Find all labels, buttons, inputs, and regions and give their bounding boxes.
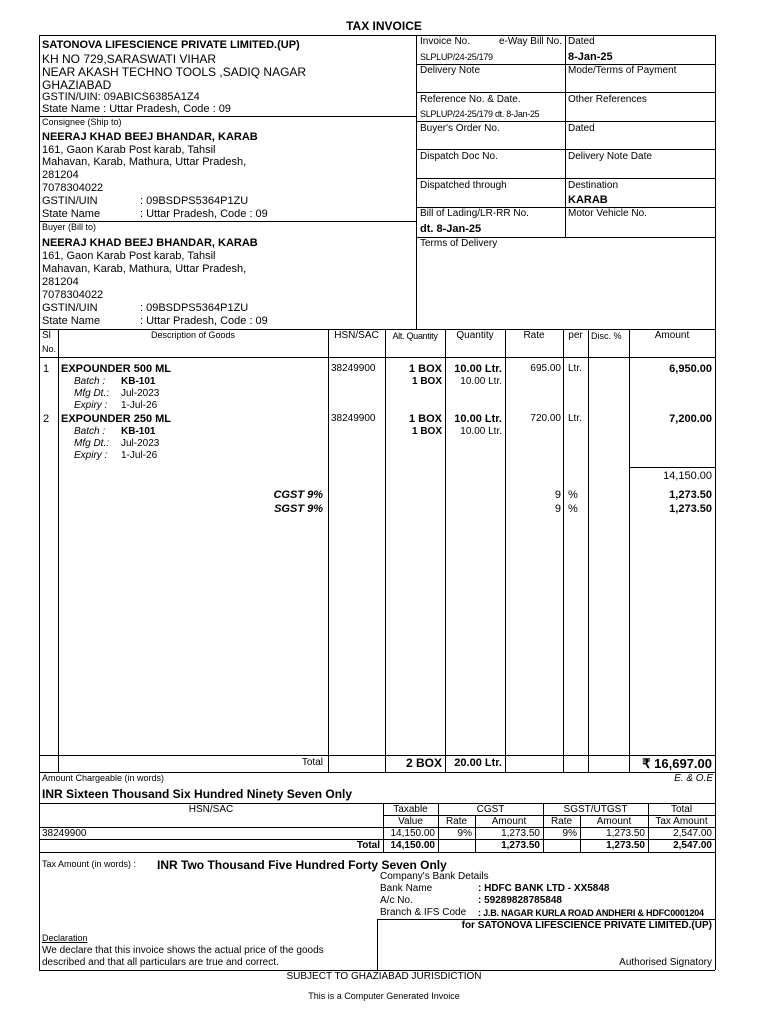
buyer-state-label: State Name <box>42 315 101 327</box>
for-company: for SATONOVA LIFESCIENCE PRIVATE LIMITED.(UP) <box>461 920 712 931</box>
seller-state: State Name : Uttar Pradesh, Code : 09 <box>42 103 231 115</box>
col-no: No. <box>42 344 57 354</box>
col-alt-qty: Alt. Quantity <box>392 331 438 341</box>
item-hsn: 38249900 <box>331 413 376 424</box>
tax-row-cgst-rate: 9% <box>457 828 472 839</box>
consignee-name: NEERAJ KHAD BEEJ BHANDAR, KARAB <box>42 131 258 143</box>
dated-value: 8-Jan-25 <box>568 51 613 63</box>
item-qty: 10.00 Ltr. <box>454 413 502 425</box>
mfg-value: Jul-2023 <box>121 388 160 399</box>
buyer-gstin-label: GSTIN/UIN <box>42 302 98 314</box>
consignee-address-line: 161, Gaon Karab Post karab, Tahsil <box>42 144 216 156</box>
tax-col-sgst-rate: Rate <box>550 816 573 827</box>
order-dated-label: Dated <box>568 123 595 134</box>
invoice-title: TAX INVOICE <box>346 19 422 33</box>
item-alt-qty-secondary: 1 BOX <box>411 376 442 387</box>
tax-total-amount: 2,547.00 <box>673 840 712 851</box>
tax-col-hsn: HSN/SAC <box>188 804 234 815</box>
tax-total-taxable: 14,150.00 <box>390 840 435 851</box>
computer-generated-note: This is a Computer Generated Invoice <box>308 991 460 1001</box>
eway-bill-label: e-Way Bill No. <box>499 36 562 47</box>
consignee-state: : Uttar Pradesh, Code : 09 <box>140 208 268 220</box>
tax-col-sgst: SGST/UTGST <box>563 804 628 815</box>
batch-value: KB-101 <box>121 426 156 437</box>
payment-terms-label: Mode/Terms of Payment <box>568 65 677 76</box>
tax-total-sgst: 1,273.50 <box>606 840 645 851</box>
grand-total: ₹ 16,697.00 <box>642 756 712 771</box>
tax-row-hsn: 38249900 <box>42 828 87 839</box>
batch-label: Batch : <box>74 376 106 387</box>
tax-row-sgst-rate: 9% <box>562 828 577 839</box>
tax-row-sgst-amount: 1,273.50 <box>606 828 645 839</box>
tax-col-taxable: Taxable <box>393 804 428 815</box>
amount-words-label: Amount Chargeable (in words) <box>42 773 165 783</box>
reference-label: Reference No. & Date. <box>420 94 521 105</box>
seller-address-line: GHAZIABAD <box>42 78 112 92</box>
tax-col-cgst-amount: Amount <box>491 816 527 827</box>
subtotal: 14,150.00 <box>663 470 712 482</box>
item-amount: 6,950.00 <box>669 363 712 375</box>
item-alt-qty-secondary: 1 BOX <box>411 426 442 437</box>
col-hsn: HSN/SAC <box>334 330 379 341</box>
col-quantity: Quantity <box>456 330 494 341</box>
item-alt-qty: 1 BOX <box>408 363 442 375</box>
tax-rate: 9 <box>554 503 561 515</box>
mfg-value: Jul-2023 <box>121 438 160 449</box>
authorised-signatory: Authorised Signatory <box>619 957 712 968</box>
seller-address-line: NEAR AKASH TECHNO TOOLS ,SADIQ NAGAR <box>42 65 307 79</box>
dated-label: Dated <box>568 36 595 47</box>
item-hsn: 38249900 <box>331 363 376 374</box>
expiry-value: 1-Jul-26 <box>121 400 158 411</box>
tax-col-tax-amount: Tax Amount <box>655 816 708 827</box>
buyer-phone: 7078304022 <box>42 289 104 301</box>
item-qty-secondary: 10.00 Ltr. <box>460 376 502 387</box>
expiry-value: 1-Jul-26 <box>121 450 158 461</box>
account-no-label: A/c No. <box>380 895 413 906</box>
terms-of-delivery-label: Terms of Delivery <box>420 238 498 249</box>
tax-amount: 1,273.50 <box>669 489 712 501</box>
delivery-note-date-label: Delivery Note Date <box>568 151 652 162</box>
tax-col-cgst: CGST <box>476 804 505 815</box>
item-per: Ltr. <box>568 413 582 424</box>
destination-label: Destination <box>568 180 619 191</box>
item-rate: 720.00 <box>530 413 561 424</box>
consignee-address-line: Mahavan, Karab, Mathura, Uttar Pradesh, <box>42 156 247 168</box>
buyer-address-line: 281204 <box>42 276 79 288</box>
item-qty: 10.00 Ltr. <box>454 363 502 375</box>
tax-words-label: Tax Amount (in words) : <box>42 859 137 869</box>
col-sl: Sl <box>42 330 51 341</box>
eoe: E. & O.E <box>674 773 713 784</box>
mfg-label: Mfg Dt.: <box>74 388 110 399</box>
tax-rate: 9 <box>554 489 561 501</box>
col-per: per <box>568 330 583 341</box>
buyer-state: : Uttar Pradesh, Code : 09 <box>140 315 268 327</box>
delivery-note-label: Delivery Note <box>420 65 481 76</box>
consignee-label: Consignee (Ship to) <box>42 117 122 127</box>
tax-col-value: Value <box>398 816 423 827</box>
consignee-phone: 7078304022 <box>42 182 104 194</box>
col-disc: Disc. % <box>591 331 622 341</box>
col-rate: Rate <box>523 330 545 341</box>
buyer-label: Buyer (Bill to) <box>42 222 97 232</box>
item-alt-qty: 1 BOX <box>408 413 442 425</box>
account-no: : 59289828785848 <box>478 895 562 906</box>
bank-name-label: Bank Name <box>380 883 433 894</box>
col-amount: Amount <box>654 330 690 341</box>
vehicle-label: Motor Vehicle No. <box>568 208 647 219</box>
other-references-label: Other References <box>568 94 647 105</box>
item-rate: 695.00 <box>530 363 561 374</box>
buyer-order-label: Buyer's Order No. <box>420 123 500 134</box>
item-name: EXPOUNDER 250 ML <box>61 413 172 425</box>
invoice-no-label: Invoice No. <box>420 36 471 47</box>
invoice-no-value: SLPLUP/24-25/179 <box>420 52 493 62</box>
mfg-label: Mfg Dt.: <box>74 438 110 449</box>
consignee-address-line: 281204 <box>42 169 79 181</box>
expiry-label: Expiry : <box>74 400 108 411</box>
bank-heading: Company's Bank Details <box>380 871 489 882</box>
reference-value: SLPLUP/24-25/179 dt. 8-Jan-25 <box>420 109 540 119</box>
expiry-label: Expiry : <box>74 450 108 461</box>
tax-total-cgst: 1,273.50 <box>501 840 540 851</box>
branch-ifsc: : J.B. NAGAR KURLA ROAD ANDHERI & HDFC0001204 <box>478 908 704 918</box>
declaration-label: Declaration <box>42 933 88 943</box>
declaration-line: described and that all particulars are true and correct. <box>42 957 279 968</box>
bank-name: : HDFC BANK LTD - XX5848 <box>478 883 610 894</box>
dispatch-doc-label: Dispatch Doc No. <box>420 151 498 162</box>
tax-in-words: INR Two Thousand Five Hundred Forty Seven Only <box>157 858 447 872</box>
seller-gstin: GSTIN/UIN: 09ABICS6385A1Z4 <box>42 91 200 103</box>
buyer-address-line: Mahavan, Karab, Mathura, Uttar Pradesh, <box>42 263 247 275</box>
item-sl: 2 <box>43 413 50 425</box>
buyer-address-line: 161, Gaon Karab Post karab, Tahsil <box>42 250 216 262</box>
col-description: Description of Goods <box>150 330 236 340</box>
tax-percent: % <box>568 503 578 515</box>
batch-value: KB-101 <box>121 376 156 387</box>
total-label: Total <box>301 757 323 768</box>
item-qty-secondary: 10.00 Ltr. <box>460 426 502 437</box>
destination-value: KARAB <box>568 194 608 206</box>
tax-row-taxable: 14,150.00 <box>390 828 435 839</box>
tax-percent: % <box>568 489 578 501</box>
dispatched-through-label: Dispatched through <box>420 180 507 191</box>
tax-total-label: Total <box>356 840 380 851</box>
batch-label: Batch : <box>74 426 106 437</box>
tax-amount: 1,273.50 <box>669 503 712 515</box>
tax-col-cgst-rate: Rate <box>445 816 468 827</box>
total-alt-qty: 2 BOX <box>405 756 442 770</box>
consignee-gstin-label: GSTIN/UIN <box>42 195 98 207</box>
seller-name: SATONOVA LIFESCIENCE PRIVATE LIMITED.(UP) <box>42 39 300 51</box>
amount-in-words: INR Sixteen Thousand Six Hundred Ninety Seven Only <box>42 787 353 801</box>
tax-col-sgst-amount: Amount <box>596 816 632 827</box>
declaration-line: We declare that this invoice shows the actual price of the goods <box>42 945 324 956</box>
bill-lading-value: dt. 8-Jan-25 <box>420 223 482 235</box>
tax-row-total: 2,547.00 <box>673 828 712 839</box>
total-qty: 20.00 Ltr. <box>454 757 502 769</box>
tax-name: SGST 9% <box>274 503 323 515</box>
item-name: EXPOUNDER 500 ML <box>61 363 172 375</box>
seller-address-line: KH NO 729,SARASWATI VIHAR <box>42 52 217 66</box>
branch-ifsc-label: Branch & IFS Code <box>380 907 467 918</box>
tax-col-total: Total <box>670 804 693 815</box>
jurisdiction: SUBJECT TO GHAZIABAD JURISDICTION <box>286 971 482 982</box>
bill-lading-label: Bill of Lading/LR-RR No. <box>420 208 529 219</box>
item-sl: 1 <box>43 363 50 375</box>
consignee-gstin: : 09BSDPS5364P1ZU <box>140 195 249 207</box>
item-per: Ltr. <box>568 363 582 374</box>
tax-name: CGST 9% <box>273 489 323 501</box>
buyer-gstin: : 09BSDPS5364P1ZU <box>140 302 249 314</box>
consignee-state-label: State Name <box>42 208 101 220</box>
buyer-name: NEERAJ KHAD BEEJ BHANDAR, KARAB <box>42 237 258 249</box>
item-amount: 7,200.00 <box>669 413 712 425</box>
tax-row-cgst-amount: 1,273.50 <box>501 828 540 839</box>
